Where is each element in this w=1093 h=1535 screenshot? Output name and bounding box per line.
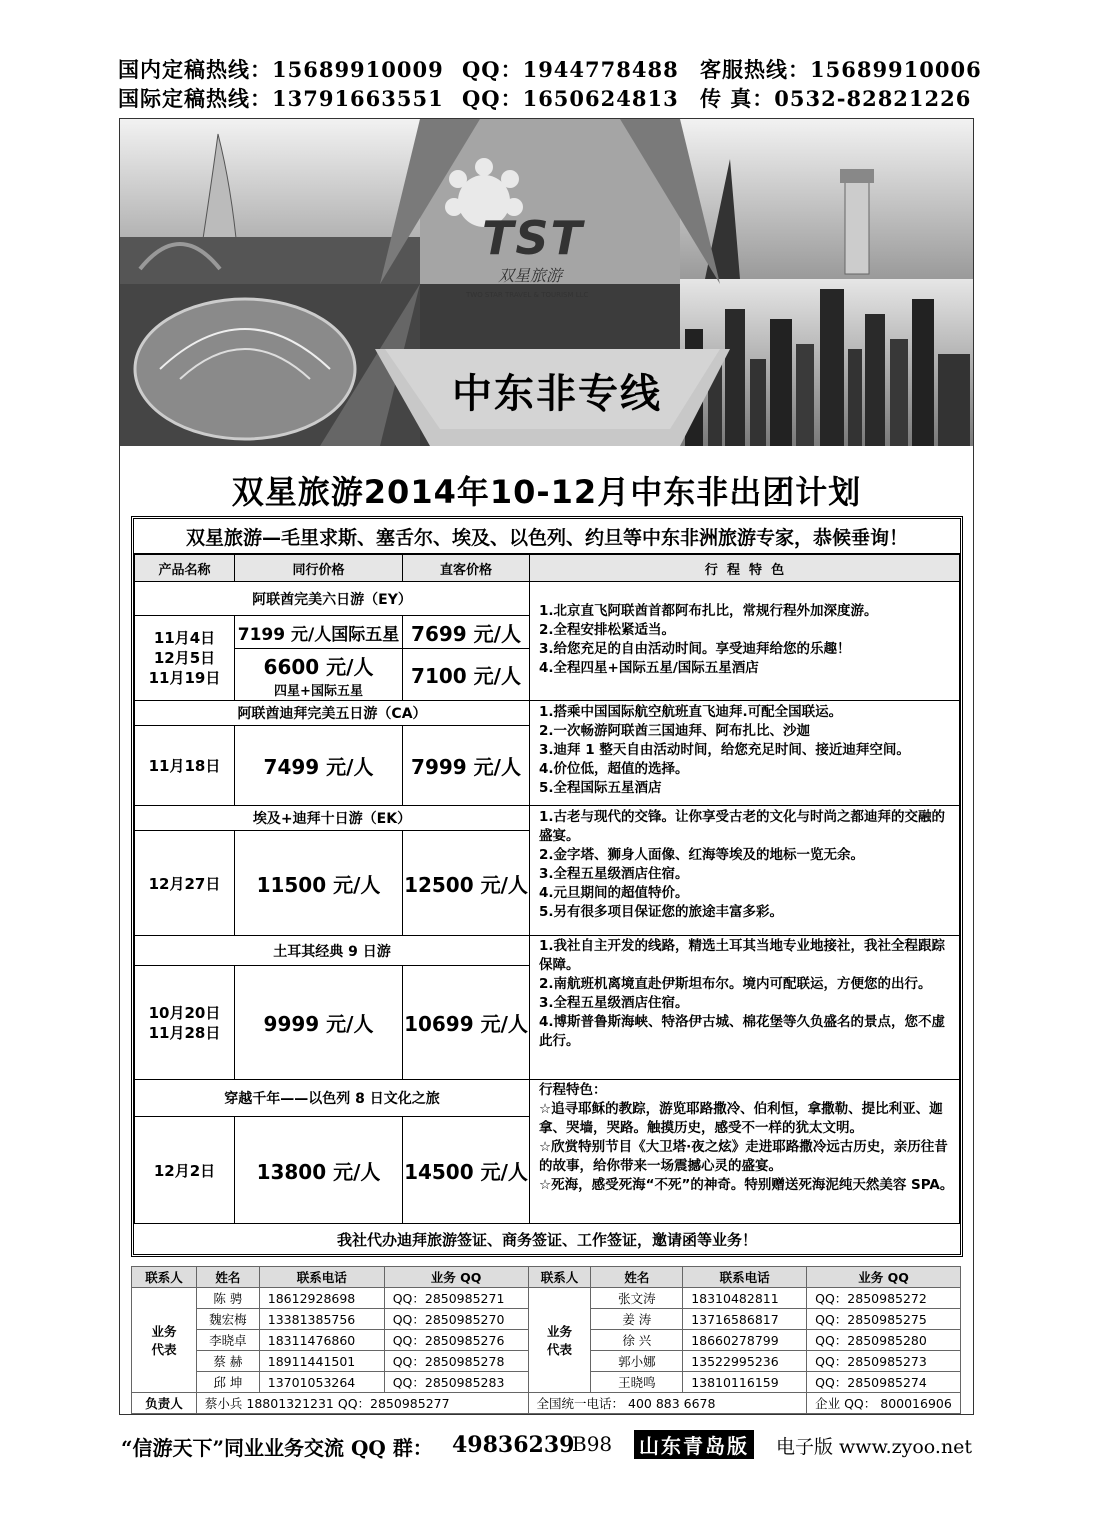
corporate-qq: 企业 QQ： 800016906: [807, 1393, 961, 1414]
header-cell: 业务 QQ: [807, 1267, 961, 1288]
domestic-qq: QQ：1944778488: [462, 57, 679, 82]
contact-phone: 18612928698: [259, 1288, 384, 1309]
date: 11月19日: [148, 669, 221, 687]
direct-price: 10699 元/人: [402, 965, 530, 1080]
header-cell: 业务 QQ: [384, 1267, 528, 1288]
product-features: 行程特色： ☆追寻耶稣的教踪，游览耶路撒冷、伯利恒，拿撒勒、提比利亚、迦拿、哭墙，哭路。触摸历史，感受不一样的犹太文明。 ☆欣赏特别节目《大卫塔·夜之炫》走进耶路撒冷远古历史，亲历往昔的故事，给你带来一场震撼心灵的盛宴。 ☆死海，感受死海“不死”的神奇。特别赠送死海泥纯天然美容 SPA。: [539, 1082, 954, 1193]
col-peer-price: 同行价格: [234, 554, 403, 582]
contacts-header-row: [132, 1267, 961, 1288]
contact-qq: QQ：2850985274: [807, 1372, 961, 1393]
fax: 传 真：0532-82821226: [700, 86, 972, 111]
date: 12月5日: [153, 649, 216, 667]
contact-phone: 13810116159: [683, 1372, 807, 1393]
direct-price: 12500 元/人: [402, 830, 530, 936]
hotel-note: 四星+国际五星: [274, 683, 363, 699]
contact-phone: 18660278799: [683, 1330, 807, 1351]
contact-phone: 18310482811: [683, 1288, 807, 1309]
direct-price: 7699 元/人: [402, 615, 530, 649]
peer-price: [234, 648, 403, 701]
contact-name: 邱 坤: [196, 1372, 259, 1393]
footer-group-label: “信游天下”同业业务交流 QQ 群：: [121, 1436, 433, 1460]
contact-name: 李晓卓: [196, 1330, 259, 1351]
contact-name: 郭小娜: [591, 1351, 683, 1372]
product-date: 11月18日: [134, 725, 235, 806]
contact-name: 陈 骋: [196, 1288, 259, 1309]
product-date: 12月27日: [134, 830, 235, 936]
contact-qq: QQ：2850985276: [384, 1330, 528, 1351]
logo-cn: 双星旅游: [498, 266, 563, 285]
date: 10月20日: [148, 1003, 221, 1022]
header-cell: 联系人: [528, 1267, 591, 1288]
col-product: 产品名称: [134, 554, 235, 582]
product-dates: [134, 615, 235, 701]
contact-qq: QQ：2850985283: [384, 1372, 528, 1393]
date: 11月4日: [153, 629, 216, 647]
contact-name: 魏宏梅: [196, 1309, 259, 1330]
slogan: 中东非专线: [452, 371, 662, 417]
peer-price: 7499 元/人: [234, 725, 403, 806]
contact-name: 姜 涛: [591, 1309, 683, 1330]
page-title: 双星旅游2014年10-12月中东非出团计划: [231, 473, 862, 511]
contact-qq: QQ：2850985271: [384, 1288, 528, 1309]
unified-phone: 全国统一电话： 400 883 6678: [528, 1393, 807, 1414]
contact-phone: 13701053264: [259, 1372, 384, 1393]
peer-price: 11500 元/人: [234, 830, 403, 936]
peer-price: 13800 元/人: [234, 1116, 403, 1224]
service-hotline: 客服热线：15689910006: [700, 57, 982, 82]
footer-qq-group: 49836239: [452, 1432, 575, 1458]
contact-name: 蔡 赫: [196, 1351, 259, 1372]
header-cell: 联系电话: [683, 1267, 807, 1288]
table-row: [132, 1288, 961, 1309]
edition-badge: 山东青岛版: [634, 1430, 754, 1459]
banner: [120, 119, 973, 446]
header-cell: 联系电话: [259, 1267, 384, 1288]
schedule-table: [131, 516, 963, 1257]
logo-en: TWO STAR TRAVEL & TOURISM LLC: [466, 291, 589, 299]
product-name: 阿联酋完美六日游（EY）: [134, 581, 530, 616]
page-number: B98: [572, 1432, 613, 1456]
contact-name: 徐 兴: [591, 1330, 683, 1351]
contact-phone: 13522995236: [683, 1351, 807, 1372]
contact-name: 王晓鸣: [591, 1372, 683, 1393]
intl-qq: QQ：1650624813: [462, 86, 679, 111]
product-dates: [134, 965, 235, 1080]
product-name: 穿越千年——以色列 8 日文化之旅: [134, 1079, 530, 1117]
col-features: 行 程 特 色: [529, 554, 960, 582]
product-features: 1.北京直飞阿联酋首都阿布扎比，常规行程外加深度游。 2.全程安排松紧适当。 3.给您充足的自由活动时间。享受迪拜给您的乐趣！ 4.全程四星+国际五星/国际五星酒店: [539, 603, 878, 676]
product-name: 土耳其经典 9 日游: [134, 935, 530, 966]
header-cell: 姓名: [591, 1267, 683, 1288]
direct-price: 7100 元/人: [402, 648, 530, 701]
contact-name: 张文涛: [591, 1288, 683, 1309]
contacts-table: [131, 1266, 961, 1414]
product-name: 阿联酋迪拜完美五日游（CA）: [134, 700, 530, 726]
product-features: 1.搭乘中国国际航空航班直飞迪拜.可配全国联运。 2.一次畅游阿联酋三国迪拜、阿布扎比、沙迦 3.迪拜 1 整天自由活动时间，给您充足时间、接近迪拜空间。 4.价位低，超值的选择。 5.全程国际五星酒店: [539, 704, 910, 796]
peer-price: 9999 元/人: [234, 965, 403, 1080]
contact-phone: 13716586817: [683, 1309, 807, 1330]
product-date: 12月2日: [134, 1116, 235, 1224]
leader-contact: 蔡小兵 18801321231 QQ：2850985277: [196, 1393, 528, 1414]
product-features: 1.古老与现代的交锋。让你享受古老的文化与时尚之都迪拜的交融的盛宴。 2.金字塔、狮身人面像、红海等埃及的地标一览无余。 3.全程五星级酒店住宿。 4.元旦期间的超值特价。 5.另有很多项目保证您的旅途丰富多彩。: [539, 809, 946, 920]
price: 6600 元/人: [263, 654, 374, 679]
peer-price: 7199 元/人国际五星: [234, 615, 403, 649]
contact-qq: QQ：2850985273: [807, 1351, 961, 1372]
contact-qq: QQ：2850985272: [807, 1288, 961, 1309]
product-name: 埃及+迪拜十日游（EK）: [134, 805, 530, 831]
visa-services: 我社代办迪拜旅游签证、商务签证、工作签证，邀请函等业务！: [134, 1223, 960, 1254]
group-label: 业务代表: [528, 1288, 591, 1393]
contact-qq: QQ：2850985275: [807, 1309, 961, 1330]
header-cell: 姓名: [196, 1267, 259, 1288]
leader-row: [132, 1393, 961, 1414]
product-features: 1.我社自主开发的线路，精选土耳其当地专业地接社，我社全程跟踪保障。 2.南航班机离境直赴伊斯坦布尔。境内可配联运，方便您的出行。 3.全程五星级酒店住宿。 4.博斯普鲁斯海峡、特洛伊古城、棉花堡等久负盛名的景点，您不虚此行。: [539, 938, 946, 1049]
intl-hotline: 国际定稿热线：13791663551: [118, 86, 444, 111]
group-label: 业务代表: [132, 1288, 197, 1393]
direct-price: 7999 元/人: [402, 725, 530, 806]
tst-logo: TST: [482, 211, 584, 265]
domestic-hotline: 国内定稿热线：15689910009: [118, 57, 444, 82]
date: 11月28日: [148, 1023, 221, 1042]
header-cell: 联系人: [132, 1267, 197, 1288]
col-direct-price: 直客价格: [402, 554, 530, 582]
contact-qq: QQ：2850985270: [384, 1309, 528, 1330]
contact-qq: QQ：2850985280: [807, 1330, 961, 1351]
schedule-header: 双星旅游—毛里求斯、塞舌尔、埃及、以色列、约旦等中东非洲旅游专家，恭候垂询！: [134, 519, 960, 554]
direct-price: 14500 元/人: [402, 1116, 530, 1224]
contact-phone: 18911441501: [259, 1351, 384, 1372]
contact-phone: 13381385756: [259, 1309, 384, 1330]
leader-label: 负责人: [132, 1393, 197, 1414]
contact-qq: QQ：2850985278: [384, 1351, 528, 1372]
contact-phone: 18311476860: [259, 1330, 384, 1351]
footer-website: 电子版 www.zyoo.net: [776, 1436, 973, 1458]
